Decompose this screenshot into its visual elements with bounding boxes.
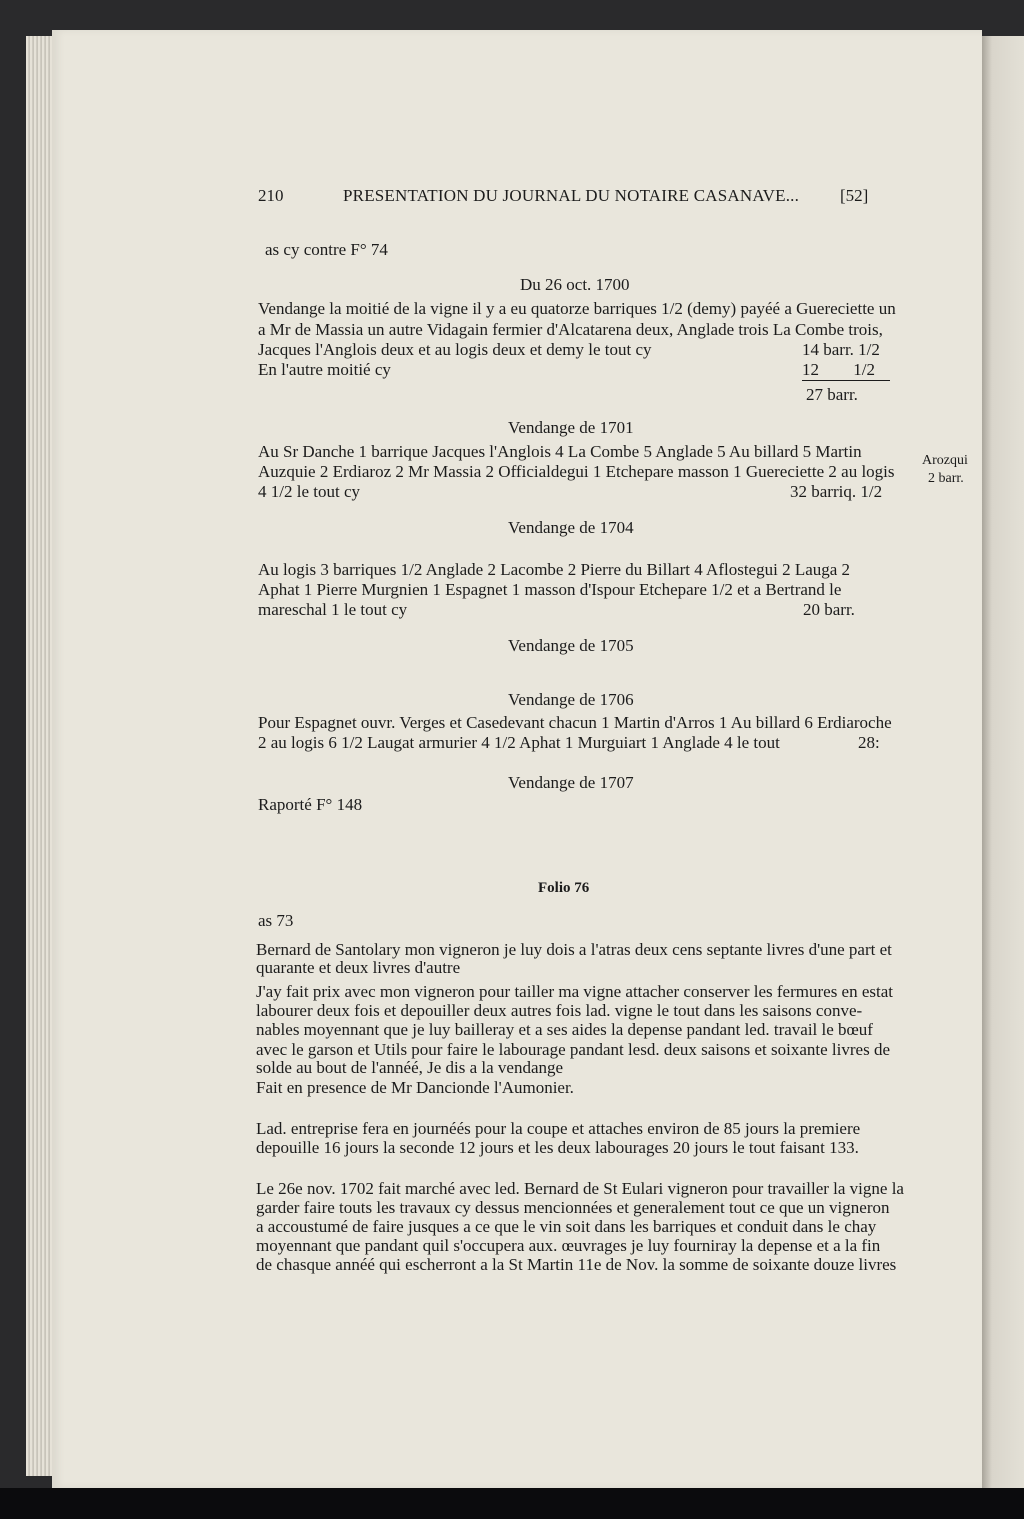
text-line: quarante et deux livres d'autre — [256, 958, 461, 977]
amount: 32 barriq. 1/2 — [790, 482, 883, 501]
text-line: nables moyennant que je luy bailleray et a ses aides la depense pandant led. travail le bœuf — [256, 1020, 873, 1039]
amount: 20 barr. — [803, 600, 855, 619]
section-heading: Vendange de 1701 — [508, 418, 634, 437]
text-line: a accoustumé de faire jusques a ce que le vin soit dans les barriques et conduit dans le chay — [256, 1217, 877, 1236]
text-line: Fait en presence de Mr Dancionde l'Aumonier. — [256, 1078, 574, 1097]
margin-note: 2 barr. — [928, 471, 964, 486]
text-line: avec le garson et Utils pour faire le labourage pandant lesd. deux saisons et soixante livres de — [256, 1040, 890, 1059]
amount-subtotal: 12 1/2 — [802, 360, 890, 381]
date-heading: Du 26 oct. 1700 — [520, 275, 630, 294]
page-number: 210 — [258, 186, 284, 205]
text-line: garder faire touts les travaux cy dessus mencionnées et generalement tout ce que un vigneron — [256, 1198, 890, 1217]
running-title: PRESENTATION DU JOURNAL DU NOTAIRE CASANAVE... — [343, 186, 800, 205]
text-line: Lad. entreprise fera en journéés pour la coupe et attaches environ de 85 jours la premiere — [256, 1119, 861, 1138]
text-line: solde au bout de l'annéé, Je dis a la vendange — [256, 1058, 564, 1077]
text-line: Pour Espagnet ouvr. Verges et Casedevant chacun 1 Martin d'Arros 1 Au billard 6 Erdiaroche — [258, 713, 892, 732]
amount: 28: — [858, 733, 880, 752]
text-line: J'ay fait prix avec mon vigneron pour tailler ma vigne attacher conserver les fermures en estat — [256, 982, 894, 1001]
text-line: a Mr de Massia un autre Vidagain fermier d'Alcatarena deux, Anglade trois La Combe trois, — [258, 320, 883, 339]
text-line: 4 1/2 le tout cy — [258, 482, 360, 501]
text-line: Au Sr Danche 1 barrique Jacques l'Anglois 4 La Combe 5 Anglade 5 Au billard 5 Martin — [258, 442, 862, 461]
text-line: Bernard de Santolary mon vigneron je luy dois a l'atras deux cens septante livres d'une part et — [256, 940, 892, 959]
text-line: moyennant que pandant quil s'occupera aux. œuvrages je luy fourniray la depense et a la fin — [256, 1236, 881, 1255]
text-line: Vendange la moitié de la vigne il y a eu quatorze barriques 1/2 (demy) payéé a Guereciette un — [258, 299, 896, 318]
book-edge — [0, 1488, 1024, 1519]
text-line: Le 26e nov. 1702 fait marché avec led. Bernard de St Eulari vigneron pour travailler la vigne la — [256, 1179, 904, 1198]
text-line: Au logis 3 barriques 1/2 Anglade 2 Lacombe 2 Pierre du Billart 4 Aflostegui 2 Lauga 2 — [258, 560, 851, 579]
text-line: as 73 — [258, 911, 294, 930]
amount-total: 27 barr. — [806, 385, 858, 404]
page-reference: [52] — [840, 186, 869, 205]
text-line: Auzquie 2 Erdiaroz 2 Mr Massia 2 Officialdegui 1 Etchepare masson 1 Guereciette 2 au logis — [258, 462, 895, 481]
text-line: de chasque annéé qui escherront a la St Martin 11e de Nov. la somme de soixante douze livres — [256, 1255, 897, 1274]
text-line: 2 au logis 6 1/2 Laugat armurier 4 1/2 Aphat 1 Murguiart 1 Anglade 4 le tout — [258, 733, 780, 752]
folio-heading: Folio 76 — [538, 880, 590, 896]
text-line: Aphat 1 Pierre Murgnien 1 Espagnet 1 masson d'Ispour Etchepare 1/2 et a Bertrand le — [258, 580, 842, 599]
facing-page-edge — [982, 36, 1024, 1488]
section-heading: Vendange de 1706 — [508, 690, 634, 709]
text-line: labourer deux fois et depouiller deux autres fois lad. vigne le tout dans les saisons conve- — [256, 1001, 863, 1020]
amount: 14 barr. 1/2 — [802, 340, 880, 359]
text-line: as cy contre F° 74 — [265, 240, 388, 259]
text-line: Jacques l'Anglois deux et au logis deux et demy le tout cy — [258, 340, 652, 359]
section-heading: Vendange de 1707 — [508, 773, 634, 792]
section-heading: Vendange de 1704 — [508, 518, 634, 537]
text-line: depouille 16 jours la seconde 12 jours et les deux labourages 20 jours le tout faisant 133. — [256, 1138, 859, 1157]
text-line: Raporté F° 148 — [258, 795, 363, 814]
text-line: mareschal 1 le tout cy — [258, 600, 408, 619]
margin-note: Arozqui — [922, 453, 968, 468]
section-heading: Vendange de 1705 — [508, 636, 634, 655]
text-line: En l'autre moitié cy — [258, 360, 391, 379]
